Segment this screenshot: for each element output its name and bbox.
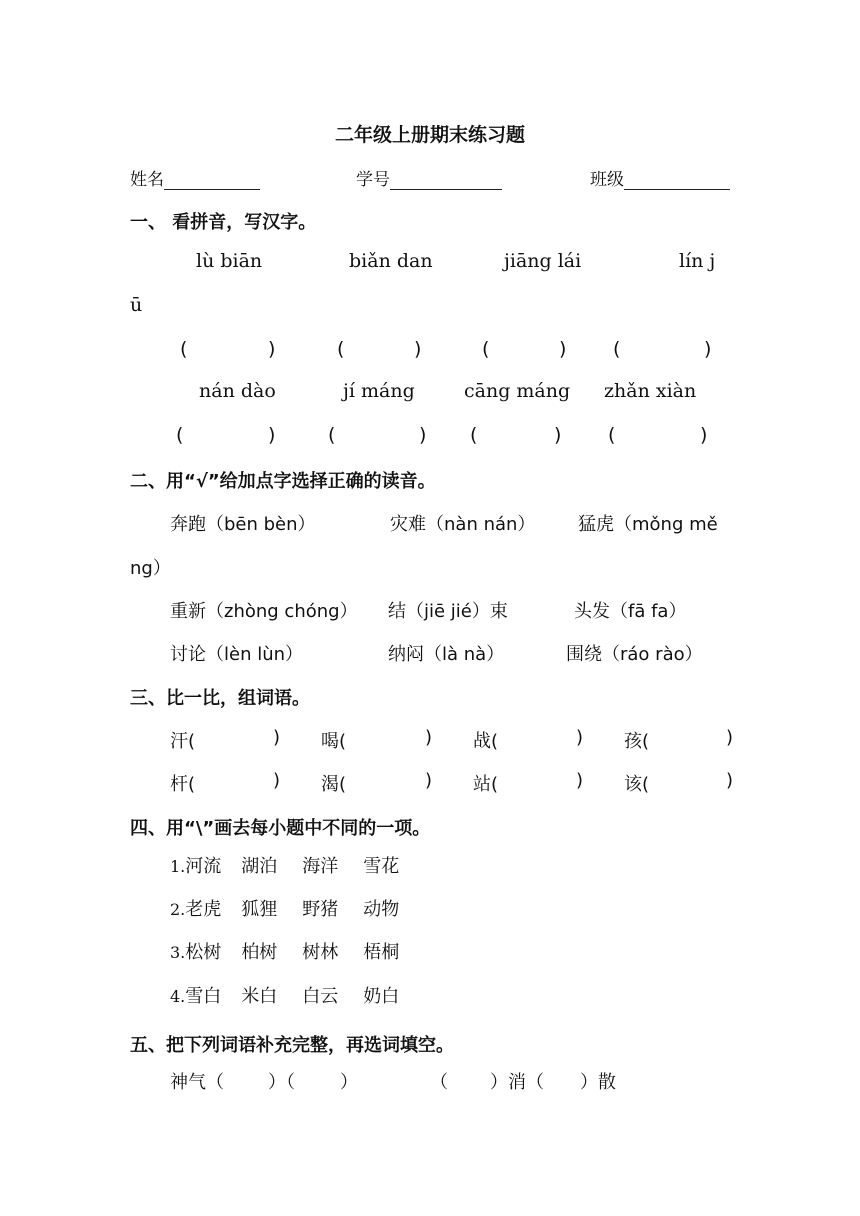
answer-open: ( xyxy=(176,424,184,446)
answer-open: ( xyxy=(337,338,345,360)
compare-item: 杆( xyxy=(170,774,196,795)
class-label: 班级 xyxy=(590,170,624,190)
odd-one-out-item xyxy=(170,895,399,921)
answer-close: ) xyxy=(700,424,708,446)
compare-item: 喝( xyxy=(321,731,347,752)
odd-one-out-item xyxy=(170,982,399,1008)
compare-item: 该( xyxy=(624,774,650,795)
pinyin-wrap: ū xyxy=(130,294,143,316)
number-field xyxy=(356,165,502,190)
odd-one-out-item xyxy=(170,852,399,878)
compare-item: 汗( xyxy=(170,731,196,752)
pinyin-item: nán dào xyxy=(199,380,276,402)
name-label: 姓名 xyxy=(130,170,164,190)
compare-close: ) xyxy=(726,727,734,748)
word[interactable]: 湖泊 xyxy=(241,856,278,877)
compare-item: 站( xyxy=(473,774,499,795)
word[interactable]: 野猪 xyxy=(302,899,339,920)
word[interactable]: 米白 xyxy=(241,986,278,1007)
reading-item: 头发（fā fa） xyxy=(574,601,687,622)
answer-close: ) xyxy=(559,338,567,360)
pinyin-item: cāng máng xyxy=(464,380,571,402)
word[interactable]: 动物 xyxy=(363,899,400,920)
word[interactable]: 松树 xyxy=(185,942,222,963)
reading-item: 结（jiē jié）束 xyxy=(388,601,508,622)
item-number: 3. xyxy=(170,943,186,962)
section4-heading: 四、用“\”画去每小题中不同的一项。 xyxy=(130,818,431,839)
word[interactable]: 雪花 xyxy=(363,856,400,877)
item-number: 4. xyxy=(170,987,186,1006)
section2-heading: 二、用“√”给加点字选择正确的读音。 xyxy=(130,471,436,492)
word[interactable]: 狐狸 xyxy=(241,899,278,920)
answer-open: ( xyxy=(608,424,616,446)
section5-heading: 五、把下列词语补充完整，再选词填空。 xyxy=(130,1035,454,1056)
pinyin-item: lín j xyxy=(679,250,716,272)
item-number: 2. xyxy=(170,900,186,919)
item-number: 1. xyxy=(170,857,186,876)
reading-item: 重新（zhòng chóng） xyxy=(170,601,358,622)
reading-item: 奔跑（bēn bèn） xyxy=(170,514,316,535)
compare-item: 渴( xyxy=(321,774,347,795)
answer-close: ) xyxy=(704,338,712,360)
compare-close: ) xyxy=(425,727,433,748)
answer-close: ) xyxy=(268,424,276,446)
pinyin-item: lù biān xyxy=(196,250,263,272)
reading-item: 围绕（ráo rào） xyxy=(566,644,703,665)
idiom-part: （ xyxy=(430,1072,448,1093)
pinyin-item: jí máng xyxy=(343,380,415,402)
pinyin-item: jiāng lái xyxy=(504,250,582,272)
word[interactable]: 海洋 xyxy=(302,856,339,877)
answer-close: ) xyxy=(419,424,427,446)
reading-item: 猛虎（mǒng mě xyxy=(578,514,718,535)
compare-close: ) xyxy=(726,770,734,791)
word[interactable]: 柏树 xyxy=(241,942,278,963)
reading-wrap: ng） xyxy=(130,558,171,579)
number-label: 学号 xyxy=(356,170,390,190)
compare-close: ) xyxy=(425,770,433,791)
word[interactable]: 河流 xyxy=(185,856,222,877)
idiom-part: ）（ xyxy=(268,1072,295,1093)
answer-open: ( xyxy=(613,338,621,360)
answer-open: ( xyxy=(482,338,490,360)
idiom-part: 神气（ xyxy=(170,1072,224,1093)
answer-close: ) xyxy=(554,424,562,446)
answer-close: ) xyxy=(268,338,276,360)
compare-close: ) xyxy=(576,770,584,791)
name-blank[interactable] xyxy=(164,171,260,190)
compare-close: ) xyxy=(273,727,281,748)
answer-open: ( xyxy=(328,424,336,446)
page-title: 二年级上册期末练习题 xyxy=(334,124,525,146)
word[interactable]: 雪白 xyxy=(185,986,222,1007)
compare-close: ) xyxy=(576,727,584,748)
compare-close: ) xyxy=(273,770,281,791)
name-field xyxy=(130,165,260,190)
answer-open: ( xyxy=(470,424,478,446)
odd-one-out-item xyxy=(170,938,399,964)
answer-open: ( xyxy=(180,338,188,360)
section1-heading: 一、 看拼音，写汉字。 xyxy=(130,212,317,233)
class-field xyxy=(590,165,730,190)
pinyin-item: biǎn dan xyxy=(349,250,433,272)
idiom-part: ） xyxy=(340,1072,358,1093)
answer-close: ) xyxy=(414,338,422,360)
reading-item: 讨论（lèn lùn） xyxy=(170,644,304,665)
word[interactable]: 老虎 xyxy=(185,899,222,920)
idiom-part: ）散 xyxy=(580,1072,616,1093)
word[interactable]: 白云 xyxy=(302,986,339,1007)
word[interactable]: 奶白 xyxy=(363,986,400,1007)
word[interactable]: 梧桐 xyxy=(363,942,400,963)
section3-heading: 三、比一比，组词语。 xyxy=(130,688,310,709)
compare-item: 战( xyxy=(473,731,499,752)
reading-item: 灾难（nàn nán） xyxy=(390,514,536,535)
pinyin-item: zhǎn xiàn xyxy=(604,380,697,402)
word[interactable]: 树林 xyxy=(302,942,339,963)
number-blank[interactable] xyxy=(390,171,502,190)
reading-item: 纳闷（là nà） xyxy=(388,644,505,665)
compare-item: 孩( xyxy=(624,731,650,752)
idiom-part: ）消（ xyxy=(490,1072,544,1093)
class-blank[interactable] xyxy=(624,171,730,190)
